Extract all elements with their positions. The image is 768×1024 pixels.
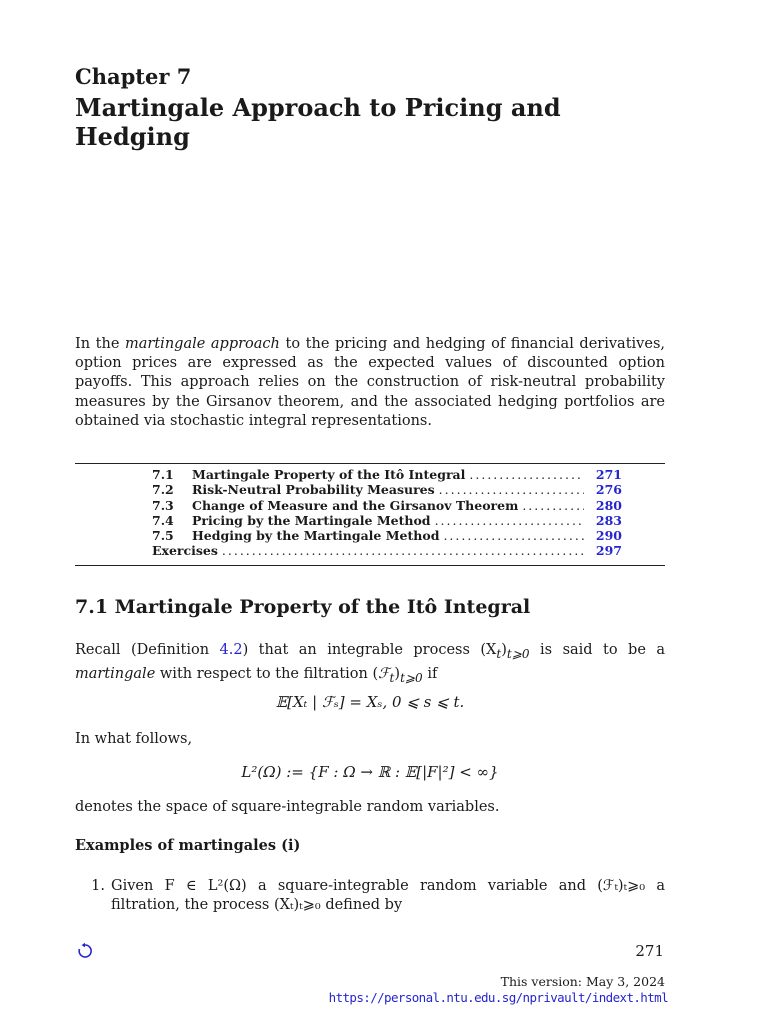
paragraph-l2-description: denotes the space of square-integrable random variables. — [75, 799, 500, 815]
section-title: 7.1 Martingale Property of the Itô Integral — [75, 596, 531, 618]
examples-heading: Examples of martingales (i) — [75, 837, 301, 854]
toc-row[interactable]: 7.2 Risk-Neutral Probability Measures ..... 276 — [152, 482, 622, 497]
toc-page-link[interactable]: 290 — [595, 528, 622, 544]
paragraph-follows: In what follows, — [75, 731, 193, 747]
page-number: 271 — [635, 942, 664, 960]
chapter-title: Martingale Approach to Pricing and Hedging — [75, 93, 561, 151]
source-url-link[interactable]: https://personal.ntu.edu.sg/nprivault/indext.html — [328, 990, 668, 1005]
toc-row[interactable]: 7.1 Martingale Property of the Itô Integral ..... 271 — [152, 467, 622, 482]
chapter-intro: In the martingale approach to the pricing and hedging of financial derivatives, option prices are expressed as the expected values of discounted option payoffs. This approach relies on the construction of risk-neutral probability measures by the Girsanov theorem, and the associated hedging portfolios are obtained via stochastic integral representations. — [75, 336, 665, 429]
table-of-contents — [152, 467, 622, 559]
intro-emphasis: martingale approach — [125, 336, 280, 352]
toc-page-link[interactable]: 271 — [595, 467, 622, 482]
toc-bottom-rule — [75, 565, 665, 566]
toc-row[interactable]: Exercises ..... 297 — [152, 543, 622, 558]
toc-page-link[interactable]: 276 — [595, 482, 622, 498]
paragraph-definition: Recall (Definition 4.2) that an integrable process $(X_t)_{t⩾0}$ is said to be a martingale with respect to the filtration $(ℱ_t)_{t⩾0}$ if — [75, 642, 665, 685]
back-arrow-icon[interactable] — [76, 942, 94, 960]
toc-top-rule — [75, 463, 665, 464]
toc-page-link[interactable]: 280 — [595, 497, 622, 513]
toc-page-link[interactable]: 297 — [595, 543, 622, 559]
toc-row[interactable]: 7.3 Change of Measure and the Girsanov Theorem ..... 280 — [152, 498, 622, 513]
l2-space-equation: L²(Ω) := {F : Ω → ℝ : 𝔼[|F|²] < ∞} — [241, 763, 499, 781]
definition-link[interactable]: 4.2 — [219, 642, 243, 658]
toc-row[interactable]: 7.4 Pricing by the Martingale Method ..... 283 — [152, 513, 622, 528]
version-note: This version: May 3, 2024 — [500, 974, 665, 989]
martingale-equation: 𝔼[Xₜ | ℱₛ] = Xₛ, 0 ⩽ s ⩽ t. — [275, 693, 465, 711]
list-item: 1. Given F ∈ L²(Ω) a square-integrable random variable and (ℱₜ)ₜ⩾₀ a filtration, the process (Xₜ)ₜ⩾₀ defined by — [91, 878, 665, 913]
toc-page-link[interactable]: 283 — [595, 512, 622, 528]
toc-row[interactable]: 7.5 Hedging by the Martingale Method ..... 290 — [152, 528, 622, 543]
chapter-label: Chapter 7 — [75, 64, 192, 89]
